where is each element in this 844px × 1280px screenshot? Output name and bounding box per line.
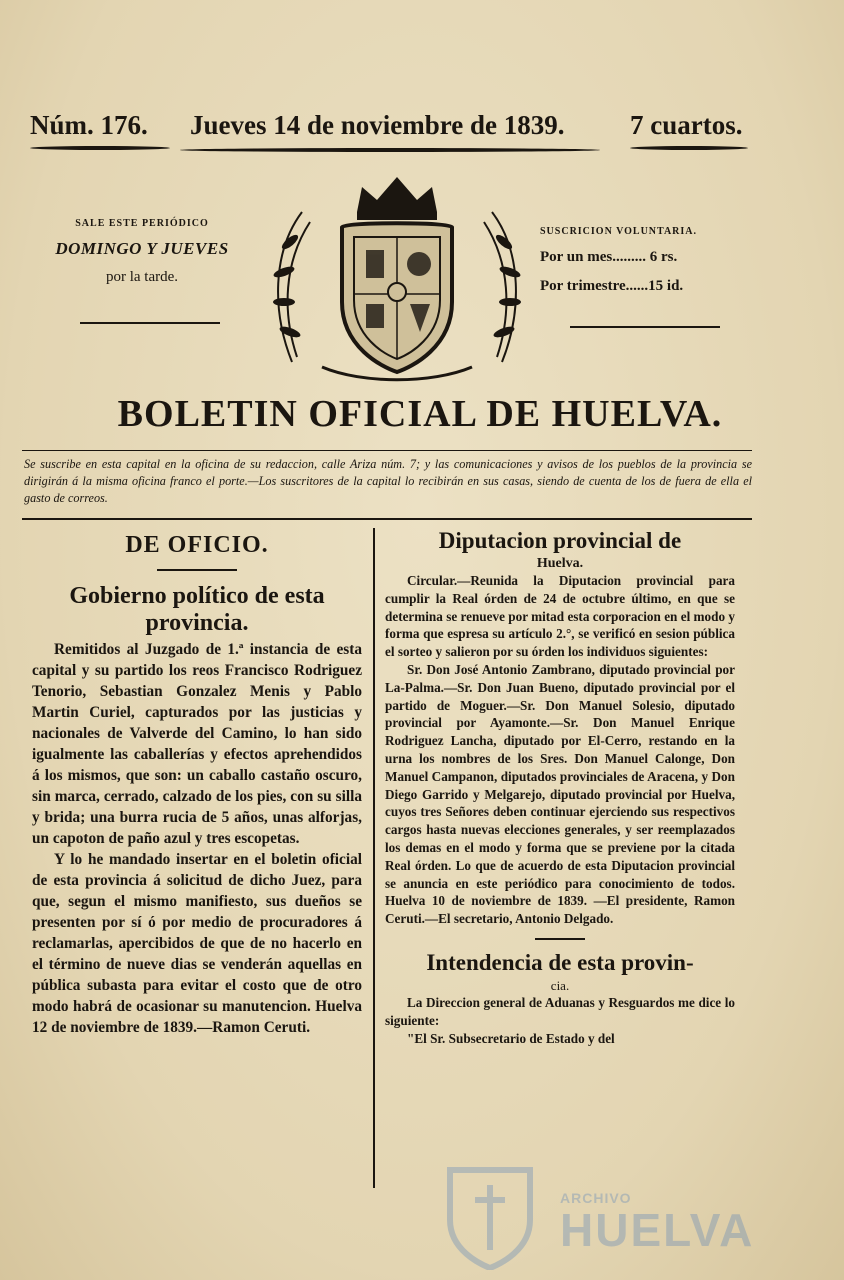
masthead-line <box>30 110 750 150</box>
right-paragraph-4: "El Sr. Subsecretario de Estado y del <box>407 1030 615 1046</box>
left-paragraph-1: Remitidos al Juzgado de 1.ª instancia de esta capital y su partido los reos Francisco Rodriguez Tenorio, Sebastian Gonzalez Menis y Pablo Martin Curiel, capturados por las justicias y nacionales de Valverde del Camino, lo han sido igualmente las caballerías y efectos aprehendidos á los mismos, que son: un caballo castaño oscuro, sin marca, cerrado, calzado de los pies, con su silla y brida; una burra rucia de 5 años, unas alforjas, un capoton de paño azul y tres escopetas. <box>32 641 362 847</box>
de-oficio-heading: DE OFICIO. <box>125 532 269 558</box>
publication-time: por la tarde. <box>105 269 179 285</box>
right-column <box>385 528 735 1047</box>
notice-rule <box>22 518 752 520</box>
diputacion-subheading: Huelva. <box>536 556 584 571</box>
intendencia-heading: Intendencia de esta provin- <box>426 949 694 975</box>
left-body <box>32 639 362 1038</box>
title-rule <box>22 450 752 451</box>
right-body-2 <box>385 994 735 1047</box>
publication-label: SALE ESTE PERIÓDICO <box>75 218 209 229</box>
left-column <box>32 532 362 1038</box>
column-divider <box>373 528 375 1188</box>
header-swash-right <box>630 146 748 150</box>
diputacion-heading: Diputacion provincial de <box>438 528 682 553</box>
subscription-block <box>540 226 755 295</box>
issue-number: Núm. 176. <box>30 110 148 140</box>
subscription-quarter: Por trimestre......15 id. <box>540 278 684 294</box>
left-sub-rule <box>80 322 220 324</box>
right-paragraph-2: Sr. Don José Antonio Zambrano, diputado provincial por La-Palma.—Sr. Don Juan Bueno, diputado provincial por el partido de Moguer.—Sr. Don Manuel Solesio, diputado provincial por Ayamonte.—Sr. Don Manuel Enrique Rodriguez Lancha, diputado por El-Cerro, restando en la urna los nombres de los Sres. Don Manuel Calonge, Don Manuel Campanon, diputados provinciales de Aracena, y Don Diego Garrido y Melgarejo, diputado provincial por Huelva, cuyos tres Señores deben continuar ejerciendo sus respectivos cargos hasta nuevas elecciones generales, y ser reemplazados los demas en el modo y forma que se previene por la citada Real órden. Lo que de acuerdo de esta Diputacion provincial se anuncia en este periódico para conocimiento de todos. Huelva 10 de noviembre de 1839. —El presidente, Ramon Ceruti.—El secretario, Antonio Delgado. <box>385 661 735 927</box>
archive-watermark <box>440 1160 770 1270</box>
left-paragraph-2: Y lo he mandado insertar en el boletin oficial de esta provincia á solicitud de dicho Juez, para que, segun el mismo manifiesto, sus dueños se presenten por sí ó por medio de procuradores á reclamarlas, apercibidos de que de no hacerlo en el término de nueve dias se venderán aquellas en pública subasta para evitar el costo que de otro modo habrá de ocasionar su manutencion. Huelva 12 de noviembre de 1839.—Ramon Ceruti. <box>32 851 362 1036</box>
right-paragraph-1: Circular.—Reunida la Diputacion provincial para cumplir la Real órden de 24 de octubre último, en que se determina se renueve por mitad esta corporacion en el modo y forma que espresa su artículo 2.°, se verificó en sesion pública el sorteo y salieron por su órden los individuos siguientes: <box>385 573 735 660</box>
watermark-text <box>560 1190 754 1254</box>
issue-date: Jueves 14 de noviembre de 1839. <box>190 110 565 140</box>
publication-days-block <box>32 218 252 286</box>
right-sub-rule <box>570 326 720 328</box>
issue-price: 7 cuartos. <box>630 110 743 140</box>
archive-logo-icon <box>440 1160 540 1270</box>
newspaper-title: BOLETIN OFICIAL DE HUELVA. <box>117 393 723 435</box>
watermark-small: ARCHIVO <box>560 1190 632 1206</box>
subscription-month: Por un mes......... 6 rs. <box>540 249 678 265</box>
header-swash-middle <box>180 148 600 152</box>
publication-days: DOMINGO Y JUEVES <box>55 239 229 258</box>
gobierno-heading: Gobierno político de esta provincia. <box>69 583 325 636</box>
right-section-rule <box>535 938 585 940</box>
royal-coat-of-arms-icon <box>262 172 532 384</box>
subscription-label: SUSCRICION VOLUNTARIA. <box>540 226 698 237</box>
left-heading-rule <box>157 569 237 571</box>
header-swash-left <box>30 146 170 150</box>
intendencia-subheading: cia. <box>550 977 570 993</box>
watermark-big: HUELVA <box>560 1204 755 1256</box>
right-body <box>385 572 735 928</box>
right-paragraph-3: La Direccion general de Aduanas y Resguardos me dice lo siguiente: <box>385 994 735 1028</box>
subscription-notice: Se suscribe en esta capital en la oficina de su redaccion, calle Ariza núm. 7; y las comunicaciones y avisos de los pueblos de la provincia se dirigirán á la misma oficina franco el porte.—Los suscritores de la capital lo recibirán en sus casas, siendo de cuenta de los de fuera de ella el gasto de correos. <box>24 457 752 505</box>
